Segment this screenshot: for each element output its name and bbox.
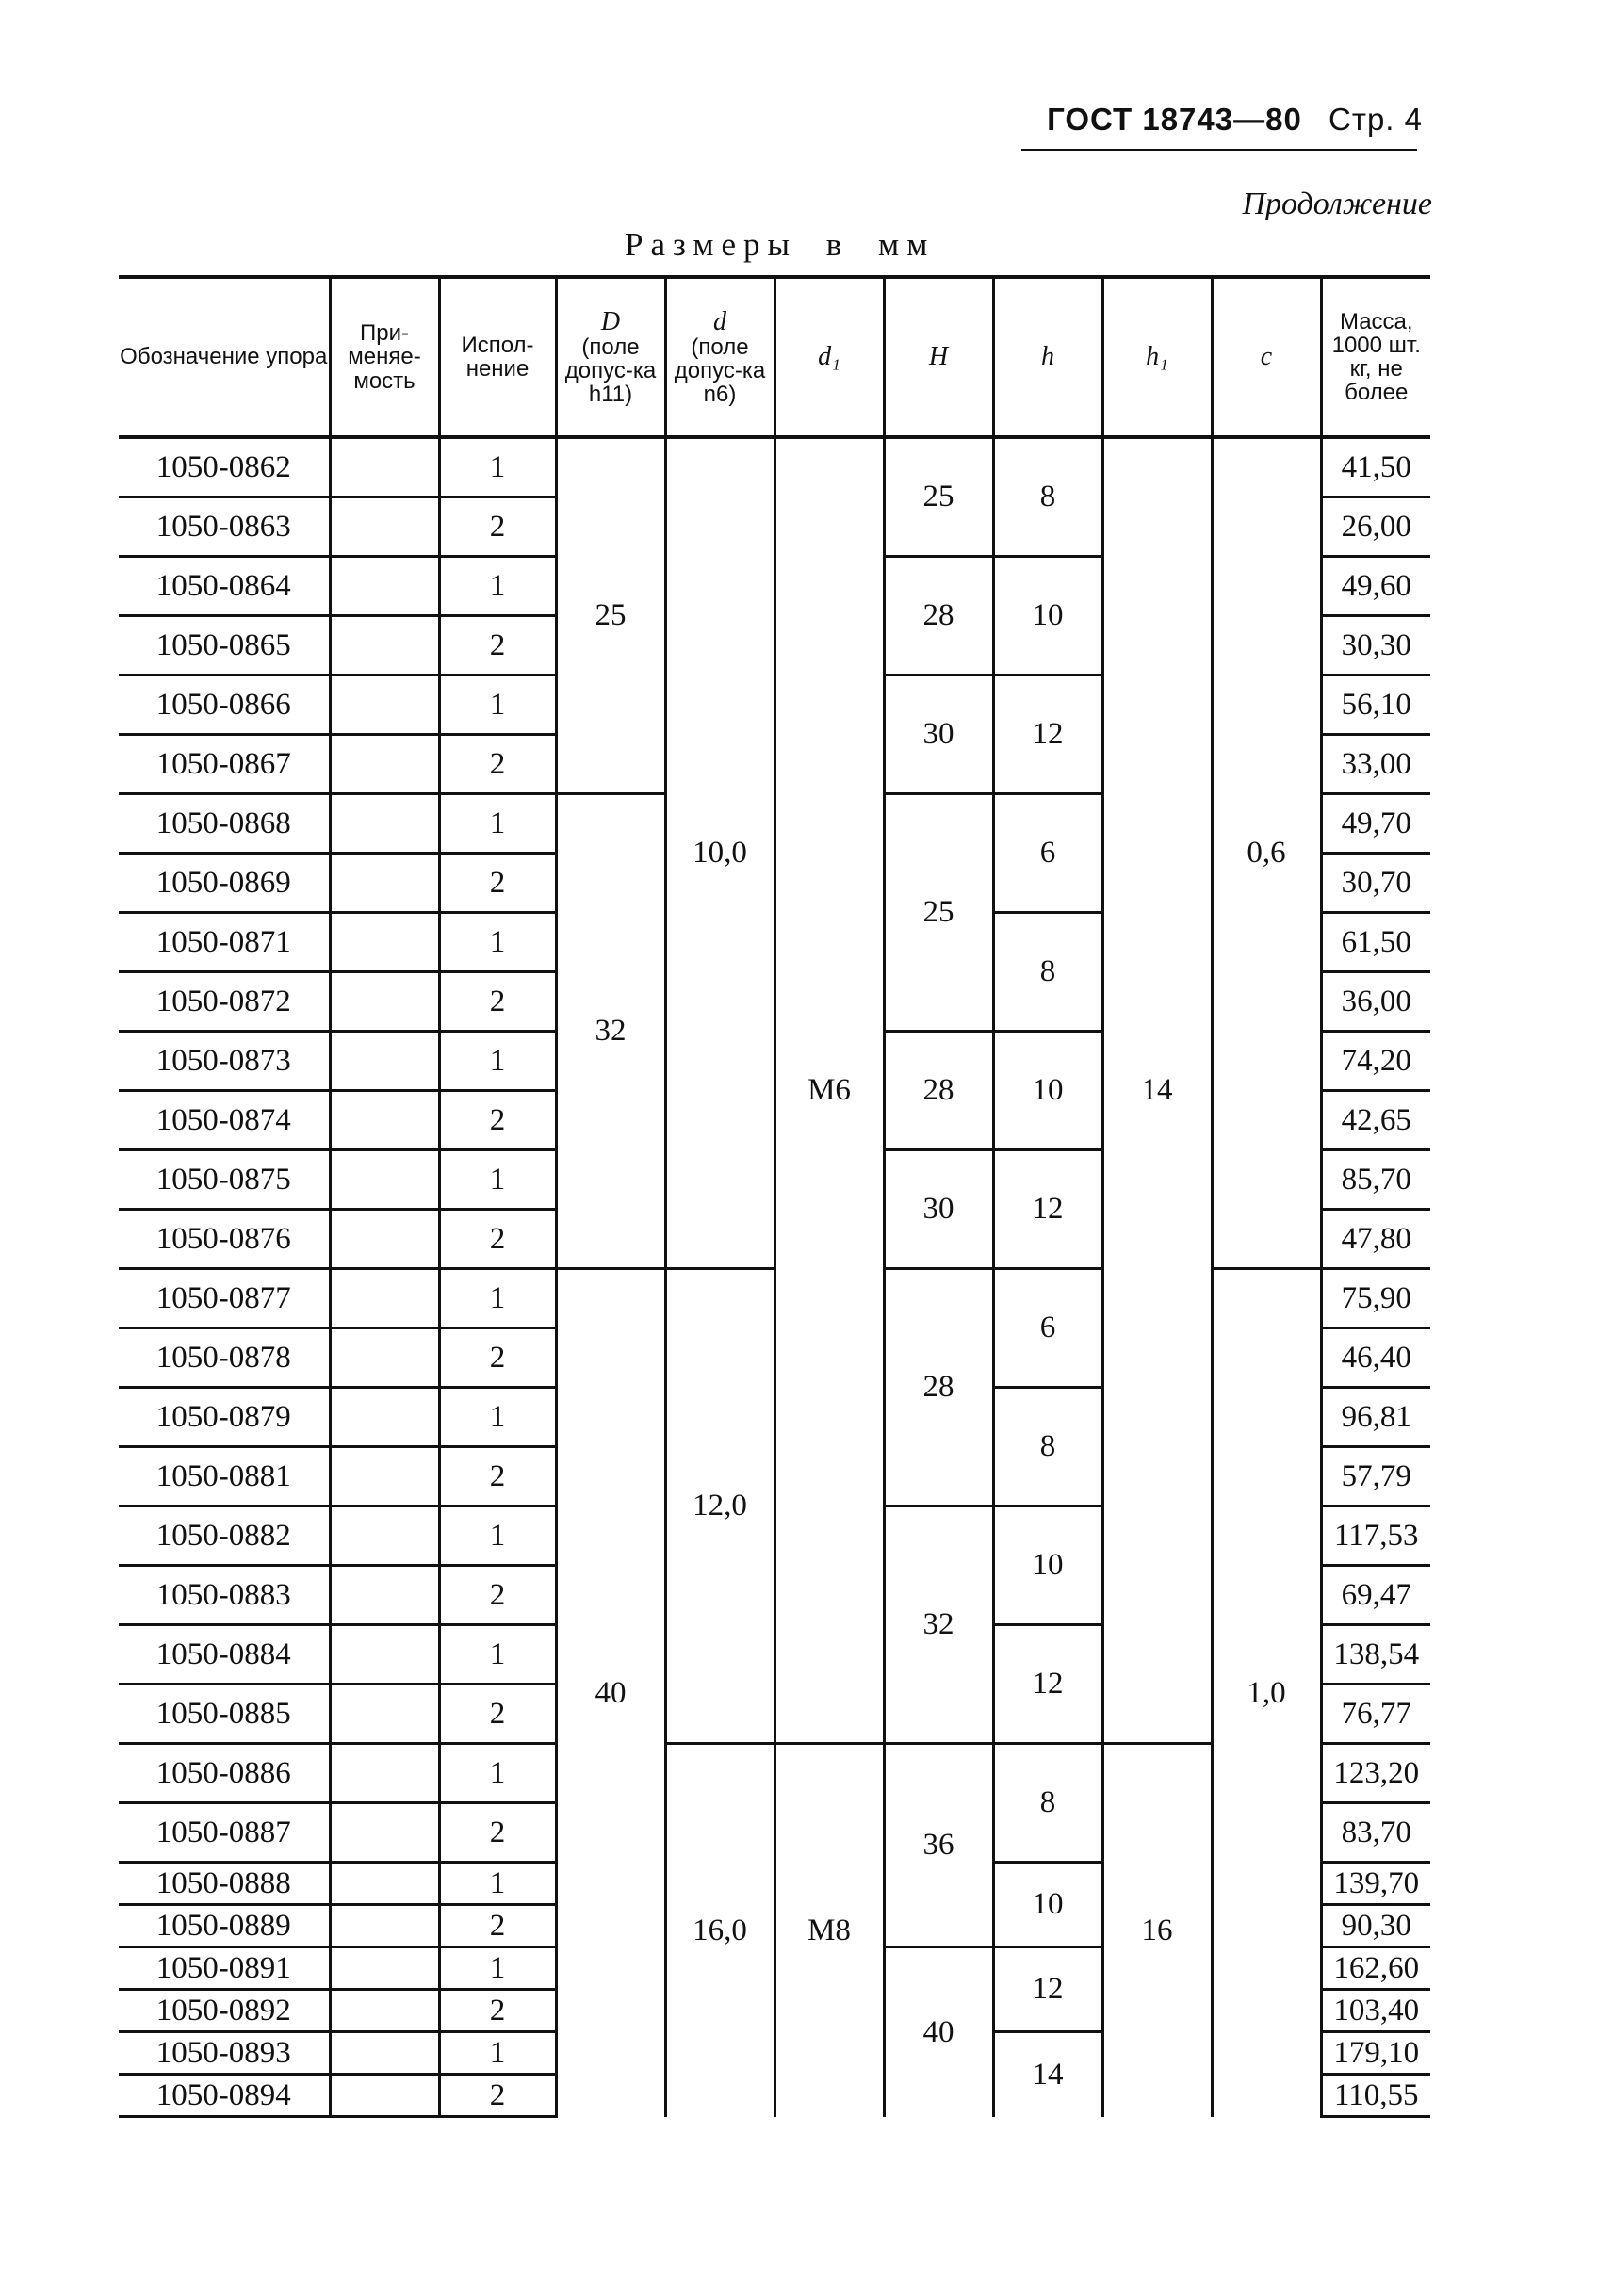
h-value-cell: 10	[993, 1032, 1102, 1150]
applicability-cell	[330, 1744, 439, 1803]
applicability-cell	[330, 1328, 439, 1388]
d-value-cell: 16,0	[665, 1744, 774, 2117]
designation-cell: 1050-0891	[119, 1947, 330, 1990]
mass-cell: 61,50	[1321, 913, 1430, 972]
designation-cell: 1050-0867	[119, 735, 330, 794]
version-cell: 1	[439, 1269, 556, 1328]
mass-cell: 33,00	[1321, 735, 1430, 794]
c-value-cell: 1,0	[1212, 1269, 1321, 2117]
designation-cell: 1050-0873	[119, 1032, 330, 1091]
page-number: Стр. 4	[1329, 102, 1423, 137]
version-cell: 1	[439, 2032, 556, 2075]
applicability-cell	[330, 1990, 439, 2032]
H-value-cell: 28	[884, 1269, 993, 1506]
designation-cell: 1050-0887	[119, 1803, 330, 1863]
designation-cell: 1050-0892	[119, 1990, 330, 2032]
h-value-cell: 6	[993, 794, 1102, 913]
col-H: H	[884, 277, 993, 437]
col-d1: d₁	[774, 277, 884, 437]
mass-cell: 110,55	[1321, 2075, 1430, 2117]
h-value-cell: 8	[993, 913, 1102, 1032]
H-value-cell: 32	[884, 1506, 993, 1744]
h-value-cell: 6	[993, 1269, 1102, 1388]
h-value-cell: 10	[993, 1863, 1102, 1947]
col-mass: Масса, 1000 шт. кг, не более	[1321, 277, 1430, 437]
standard-number: ГОСТ 18743—80	[1047, 102, 1302, 137]
designation-cell: 1050-0883	[119, 1566, 330, 1625]
designation-cell: 1050-0879	[119, 1388, 330, 1447]
version-cell: 2	[439, 1210, 556, 1269]
designation-cell: 1050-0875	[119, 1150, 330, 1210]
applicability-cell	[330, 1269, 439, 1328]
h-value-cell: 12	[993, 1947, 1102, 2032]
mass-cell: 139,70	[1321, 1863, 1430, 1905]
mass-cell: 76,77	[1321, 1685, 1430, 1744]
D-value-cell: 40	[556, 1269, 665, 2117]
designation-cell: 1050-0868	[119, 794, 330, 854]
designation-cell: 1050-0882	[119, 1506, 330, 1566]
applicability-cell	[330, 1150, 439, 1210]
applicability-cell	[330, 2075, 439, 2117]
designation-cell: 1050-0885	[119, 1685, 330, 1744]
applicability-cell	[330, 1506, 439, 1566]
version-cell: 2	[439, 1447, 556, 1506]
d1-value-cell: M8	[774, 1744, 884, 2117]
applicability-cell	[330, 1625, 439, 1685]
h-value-cell: 14	[993, 2032, 1102, 2117]
applicability-cell	[330, 972, 439, 1032]
H-value-cell: 36	[884, 1744, 993, 1947]
version-cell: 1	[439, 1388, 556, 1447]
h-value-cell: 8	[993, 437, 1102, 557]
mass-cell: 49,60	[1321, 557, 1430, 616]
designation-cell: 1050-0886	[119, 1744, 330, 1803]
version-cell: 1	[439, 794, 556, 854]
c-value-cell: 0,6	[1212, 437, 1321, 1269]
applicability-cell	[330, 557, 439, 616]
H-value-cell: 25	[884, 437, 993, 557]
D-value-cell: 25	[556, 437, 665, 794]
designation-cell: 1050-0893	[119, 2032, 330, 2075]
version-cell: 1	[439, 1032, 556, 1091]
designation-cell: 1050-0872	[119, 972, 330, 1032]
mass-cell: 30,70	[1321, 854, 1430, 913]
version-cell: 1	[439, 676, 556, 735]
header-row	[119, 277, 1430, 437]
mass-cell: 69,47	[1321, 1566, 1430, 1625]
version-cell: 1	[439, 1506, 556, 1566]
units-caption: Размеры в мм	[625, 226, 936, 263]
designation-cell: 1050-0865	[119, 616, 330, 676]
col-c: c	[1212, 277, 1321, 437]
h-value-cell: 12	[993, 1625, 1102, 1744]
col-applicability: При-меняе-мость	[330, 277, 439, 437]
version-cell: 2	[439, 1091, 556, 1150]
H-value-cell: 30	[884, 1150, 993, 1269]
H-value-cell: 30	[884, 676, 993, 794]
mass-cell: 57,79	[1321, 1447, 1430, 1506]
version-cell: 1	[439, 557, 556, 616]
applicability-cell	[330, 497, 439, 557]
mass-cell: 36,00	[1321, 972, 1430, 1032]
h1-value-cell: 14	[1102, 437, 1212, 1744]
designation-cell: 1050-0864	[119, 557, 330, 616]
mass-cell: 30,30	[1321, 616, 1430, 676]
applicability-cell	[330, 1388, 439, 1447]
version-cell: 2	[439, 1328, 556, 1388]
applicability-cell	[330, 437, 439, 497]
version-cell: 2	[439, 1990, 556, 2032]
version-cell: 2	[439, 1566, 556, 1625]
version-cell: 2	[439, 972, 556, 1032]
designation-cell: 1050-0884	[119, 1625, 330, 1685]
h-value-cell: 10	[993, 557, 1102, 676]
designation-cell: 1050-0874	[119, 1091, 330, 1150]
H-value-cell: 25	[884, 794, 993, 1032]
d-value-cell: 10,0	[665, 437, 774, 1269]
version-cell: 1	[439, 1625, 556, 1685]
col-designation: Обозначение упора	[119, 277, 330, 437]
version-cell: 2	[439, 497, 556, 557]
table-row	[119, 437, 1430, 497]
applicability-cell	[330, 854, 439, 913]
version-cell: 2	[439, 1803, 556, 1863]
h1-value-cell: 16	[1102, 1744, 1212, 2117]
version-cell: 1	[439, 1744, 556, 1803]
applicability-cell	[330, 1803, 439, 1863]
applicability-cell	[330, 616, 439, 676]
mass-cell: 41,50	[1321, 437, 1430, 497]
mass-cell: 103,40	[1321, 1990, 1430, 2032]
applicability-cell	[330, 1685, 439, 1744]
designation-cell: 1050-0866	[119, 676, 330, 735]
applicability-cell	[330, 1091, 439, 1150]
designation-cell: 1050-0881	[119, 1447, 330, 1506]
version-cell: 1	[439, 1947, 556, 1990]
applicability-cell	[330, 1032, 439, 1091]
mass-cell: 49,70	[1321, 794, 1430, 854]
version-cell: 1	[439, 913, 556, 972]
h-value-cell: 10	[993, 1506, 1102, 1625]
d1-value-cell: M6	[774, 437, 884, 1744]
H-value-cell: 28	[884, 1032, 993, 1150]
col-h1: h₁	[1102, 277, 1212, 437]
applicability-cell	[330, 735, 439, 794]
applicability-cell	[330, 2032, 439, 2075]
h-value-cell: 12	[993, 1150, 1102, 1269]
header-rule	[1021, 149, 1417, 151]
version-cell: 2	[439, 2075, 556, 2117]
version-cell: 2	[439, 1685, 556, 1744]
mass-cell: 123,20	[1321, 1744, 1430, 1803]
col-d: d (поле допус-ка n6)	[665, 277, 774, 437]
mass-cell: 26,00	[1321, 497, 1430, 557]
h-value-cell: 8	[993, 1388, 1102, 1506]
version-cell: 1	[439, 437, 556, 497]
version-cell: 1	[439, 1150, 556, 1210]
col-D: D (поле допус-ка h11)	[556, 277, 665, 437]
mass-cell: 96,81	[1321, 1388, 1430, 1447]
version-cell: 2	[439, 735, 556, 794]
mass-cell: 74,20	[1321, 1032, 1430, 1091]
applicability-cell	[330, 913, 439, 972]
designation-cell: 1050-0889	[119, 1905, 330, 1947]
mass-cell: 75,90	[1321, 1269, 1430, 1328]
designation-cell: 1050-0894	[119, 2075, 330, 2117]
H-value-cell: 28	[884, 557, 993, 676]
col-h: h	[993, 277, 1102, 437]
designation-cell: 1050-0877	[119, 1269, 330, 1328]
mass-cell: 117,53	[1321, 1506, 1430, 1566]
mass-cell: 90,30	[1321, 1905, 1430, 1947]
version-cell: 1	[439, 1863, 556, 1905]
applicability-cell	[330, 1863, 439, 1905]
mass-cell: 42,65	[1321, 1091, 1430, 1150]
applicability-cell	[330, 676, 439, 735]
mass-cell: 56,10	[1321, 676, 1430, 735]
H-value-cell: 40	[884, 1947, 993, 2117]
page-header	[1047, 102, 1423, 138]
applicability-cell	[330, 794, 439, 854]
applicability-cell	[330, 1905, 439, 1947]
designation-cell: 1050-0871	[119, 913, 330, 972]
mass-cell: 138,54	[1321, 1625, 1430, 1685]
designation-cell: 1050-0869	[119, 854, 330, 913]
applicability-cell	[330, 1566, 439, 1625]
mass-cell: 85,70	[1321, 1150, 1430, 1210]
mass-cell: 83,70	[1321, 1803, 1430, 1863]
mass-cell: 47,80	[1321, 1210, 1430, 1269]
mass-cell: 46,40	[1321, 1328, 1430, 1388]
version-cell: 2	[439, 1905, 556, 1947]
D-value-cell: 32	[556, 794, 665, 1269]
applicability-cell	[330, 1447, 439, 1506]
applicability-cell	[330, 1947, 439, 1990]
continuation-label: Продолжение	[1242, 187, 1432, 221]
designation-cell: 1050-0863	[119, 497, 330, 557]
designation-cell: 1050-0888	[119, 1863, 330, 1905]
col-version: Испол-нение	[439, 277, 556, 437]
mass-cell: 162,60	[1321, 1947, 1430, 1990]
h-value-cell: 12	[993, 676, 1102, 794]
mass-cell: 179,10	[1321, 2032, 1430, 2075]
version-cell: 2	[439, 854, 556, 913]
dimensions-table	[119, 275, 1430, 2118]
d-value-cell: 12,0	[665, 1269, 774, 1744]
designation-cell: 1050-0862	[119, 437, 330, 497]
applicability-cell	[330, 1210, 439, 1269]
version-cell: 2	[439, 616, 556, 676]
h-value-cell: 8	[993, 1744, 1102, 1863]
designation-cell: 1050-0876	[119, 1210, 330, 1269]
designation-cell: 1050-0878	[119, 1328, 330, 1388]
